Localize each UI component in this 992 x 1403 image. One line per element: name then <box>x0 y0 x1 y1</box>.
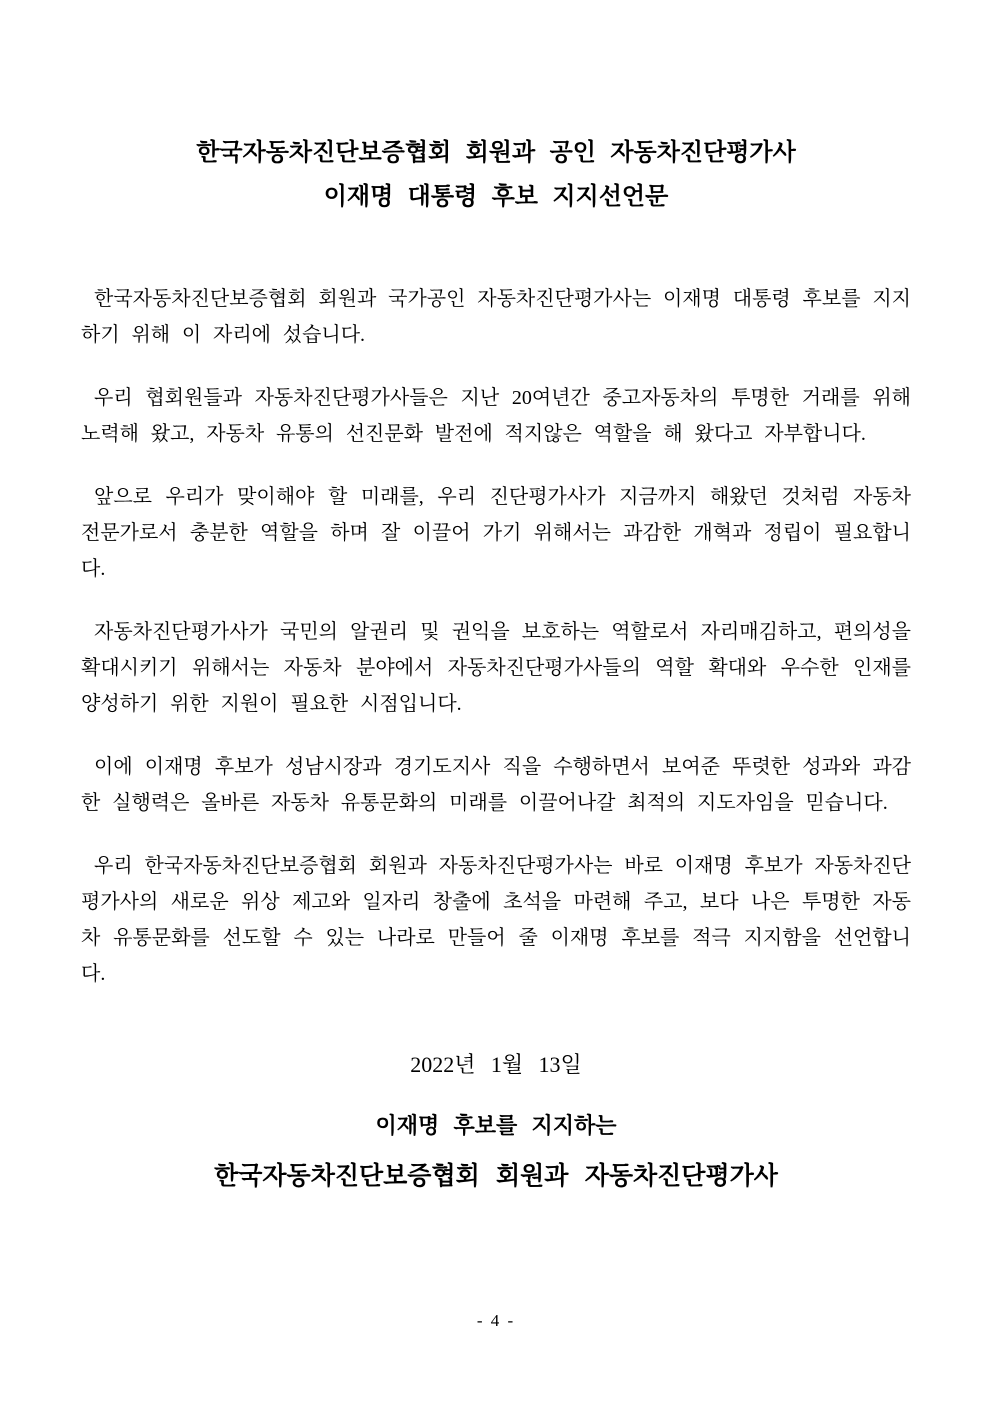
page-number: - 4 - <box>476 1311 516 1330</box>
title-line-1: 한국자동차진단보증협회 회원과 공인 자동차진단평가사 <box>196 140 796 166</box>
paragraph-1: 한국자동차진단보증협회 회원과 국가공인 자동차진단평가사는 이재명 대통령 후보를 지지하기 위해 이 자리에 섰습니다. <box>81 288 911 346</box>
paragraph-5: 이에 이재명 후보가 성남시장과 경기도지사 직을 수행하면서 보여준 뚜렷한 성과와 과감한 실행력은 올바른 자동차 유통문화의 미래를 이끌어나갈 최적의 지도자임을 믿습니다. <box>81 756 911 814</box>
title-line-2: 이재명 대통령 후보 지지선언문 <box>323 184 669 210</box>
paragraph-2: 우리 협회원들과 자동차진단평가사들은 지난 20여년간 중고자동차의 투명한 거래를 위해 노력해 왔고, 자동차 유통의 선진문화 발전에 적지않은 역할을 해 왔다고 자부합니다. <box>81 387 911 445</box>
closing-block <box>81 1109 911 1192</box>
document-body <box>81 281 911 992</box>
paragraph-4: 자동차진단평가사가 국민의 알권리 및 권익을 보호하는 역할로서 자리매김하고, 편의성을 확대시키기 위해서는 자동차 분야에서 자동차진단평가사들의 역할 확대와 우수한 인재를 양성하기 위한 지원이 필요한 시점입니다. <box>81 621 911 715</box>
date-line: 2022년 1월 13일 <box>410 1052 582 1077</box>
document-title-block <box>81 131 911 219</box>
paragraph-3: 앞으로 우리가 맞이해야 할 미래를, 우리 진단평가사가 지금까지 해왔던 것처럼 자동차전문가로서 충분한 역할을 하며 잘 이끌어 가기 위해서는 과감한 개혁과 정립이 필요합니다. <box>81 486 911 580</box>
closing-line-2: 한국자동차진단보증협회 회원과 자동차진단평가사 <box>214 1163 778 1190</box>
paragraph-6: 우리 한국자동차진단보증협회 회원과 자동차진단평가사는 바로 이재명 후보가 자동차진단평가사의 새로운 위상 제고와 일자리 창출에 초석을 마련해 주고, 보다 나은 투명한 자동차 유통문화를 선도할 수 있는 나라로 만들어 줄 이재명 후보를 적극 지지함을 선언합니다. <box>81 855 911 985</box>
closing-line-1: 이재명 후보를 지지하는 <box>375 1113 617 1138</box>
